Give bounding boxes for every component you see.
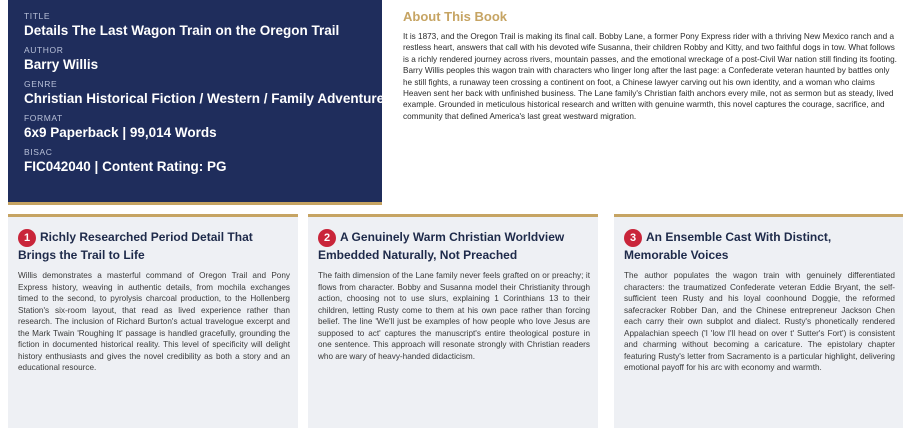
author-field: [24, 45, 368, 73]
author-label: AUTHOR: [24, 45, 64, 55]
about-description: It is 1873, and the Oregon Trail is making its final call. Bobby Lane, a former Pony Express rider with a thriving New Mexico ranch and a restless heart, answers that call with his devoted wife Susanna, their children Robby and Kitty, and two faithful dogs in tow. What follows is a richly rendered journey across rivers, mountain passes, and the emotional wreckage of a post-Civil War nation still finding its footing. Barry Willis peoples this wagon train with characters who linger long after the last page: a Confederate veteran haunted by battles only he still fights, a runaway teen crossing a continent on foot, a Chinese lawyer carving out his own identity, and a woman who claims Heaven sent her back with unfinished business. The Lane family's Christian faith anchors every mile, not as sermon but as steady, lived example. Grounded in meticulous historical research and written with genuine warmth, this novel captures the courage, sacrifice, and community that defined America's last great westward migration.: [403, 32, 897, 121]
title-label: TITLE: [24, 11, 51, 21]
highlight-card-1: [8, 214, 298, 428]
highlight-card-header: [318, 228, 590, 264]
highlight-body: Willis demonstrates a masterful command of Oregon Trail and Pony Express history, weaving in authentic details, from mochila exchanges timed to the second, to pyrolysis charcoal production, to the Hollenberg Station's six-room layout, that read as lived experience rather than research. The inclusion of Richard Burton's actual travelogue excerpt and the Mark Twain 'Roughing It' passage is handled gracefully, grounding the fiction in documented historical reality. This level of specificity will delight history enthusiasts and gives the novel credibility as both a story and an educational resource.: [18, 271, 290, 372]
about-heading: About This Book: [403, 9, 507, 24]
number-badge: 3: [624, 229, 642, 247]
title-field: [24, 11, 368, 39]
highlight-title: Richly Researched Period Detail That Brings the Trail to Life: [18, 230, 253, 262]
bisac-label: BISAC: [24, 147, 53, 157]
genre-field: [24, 79, 385, 107]
highlight-card-header: [18, 228, 290, 264]
number-badge: 2: [318, 229, 336, 247]
highlight-title: A Genuinely Warm Christian Worldview Embedded Naturally, Not Preached: [318, 230, 565, 262]
format-label: FORMAT: [24, 113, 63, 123]
highlight-body: The faith dimension of the Lane family never feels grafted on or preachy; it flows from character. Bobby and Susanna model their Christianity through action, choosing not to use slurs, explaining 1 Corinthians 13 to their children, letting Rusty come to them at his own pace rather than forcing belief. The line 'We'll just be examples of how people who love Jesus are supposed to act' captures the manuscript's entire theological posture in one sentence. This approach will resonate strongly with Christian readers who are wary of heavy-handed didacticism.: [318, 271, 590, 361]
format-value: 6x9 Paperback | 99,014 Words: [24, 125, 217, 140]
title-value: Details The Last Wagon Train on the Oregon Trail: [24, 23, 340, 38]
number-badge: 1: [18, 229, 36, 247]
highlight-card-header: [624, 228, 895, 264]
format-field: [24, 113, 368, 141]
highlight-card-2: [308, 214, 598, 428]
bisac-field: [24, 147, 368, 175]
genre-value: Christian Historical Fiction / Western / Family Adventure: [24, 91, 385, 106]
genre-label: GENRE: [24, 79, 58, 89]
author-value: Barry Willis: [24, 57, 99, 72]
highlight-body: The author populates the wagon train with genuinely differentiated characters: the traumatized Confederate veteran Eddie Bryant, the self-sufficient teen Rusty and his loyal coonhound Doggie, the reformed safecracker Robber Dan, and the Chinese entrepreneur Jackson Chen each carry their own subplot and dialect. Rusty's phonetically rendered Appalachian speech ('I 'low I'll head on over t' Sutter's Fort') is consistent and charming without becoming a caricature. The epistolary chapter featuring Rusty's letter from Sacramento is a particular highlight, delivering emotional payoff for his arc with economy and warmth.: [624, 271, 895, 372]
highlight-card-3: [614, 214, 903, 428]
highlight-title: An Ensemble Cast With Distinct, Memorable Voices: [624, 230, 832, 262]
about-section: [393, 9, 903, 122]
bisac-value: FIC042040 | Content Rating: PG: [24, 159, 227, 174]
book-info-panel: [8, 0, 385, 205]
